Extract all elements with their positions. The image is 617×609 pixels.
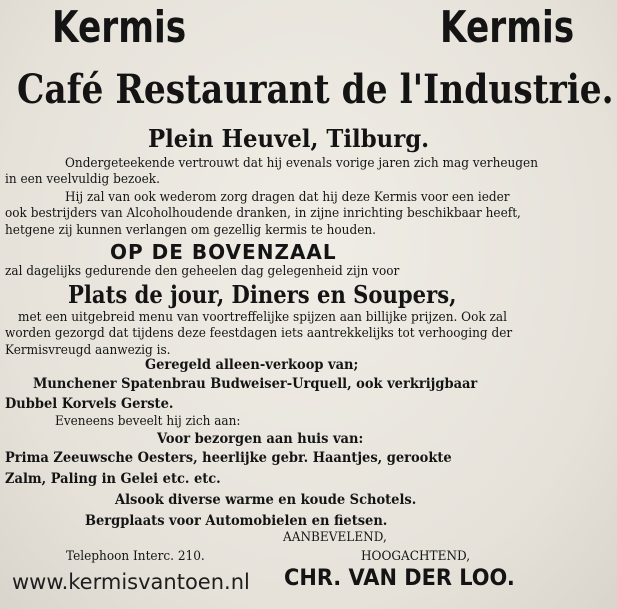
huis-line-4: Bergplaats voor Automobielen en fietsen. [85, 513, 388, 529]
intro-line-1: Ondergeteekende vertrouwt dat hij evenals vorige jaren zich mag verheugen [65, 156, 538, 171]
verkoop-line-1: Munchener Spatenbrau Budweiser-Urquell, ook verkrijgbaar [33, 376, 478, 392]
menu-line-2: worden gezorgd dat tijdens deze feestdagen iets aantrekkelijks tot verhooging der [5, 326, 513, 341]
hoogachtend-text: HOOGACHTEND, [361, 549, 471, 564]
intro-line-5: hetgene zij kunnen verlangen om gezellig kermis te houden. [5, 223, 376, 238]
verkoop-heading: Geregeld alleen-verkoop van; [145, 357, 359, 373]
kermis-heading-left: Kermis [52, 2, 187, 53]
aanbevelend-text: AANBEVELEND, [283, 530, 387, 545]
plats-heading: Plats de jour, Diners en Soupers, [68, 280, 457, 309]
verkoop-line-3: Eveneens beveelt hij zich aan: [55, 414, 241, 429]
location-heading: Plein Heuvel, Tilburg. [148, 124, 430, 153]
intro-line-2: in een veelvuldig bezoek. [5, 172, 160, 187]
kermis-heading-right: Kermis [440, 2, 575, 53]
huis-heading: Voor bezorgen aan huis van: [157, 431, 364, 447]
website-watermark: www.kermisvantoen.nl [12, 570, 250, 594]
intro-line-4: ook bestrijders van Alcoholhoudende dranken, in zijne inrichting beschikbaar heeft, [5, 206, 521, 221]
huis-line-2: Zalm, Paling in Gelei etc. etc. [5, 471, 221, 487]
huis-line-1: Prima Zeeuwsche Oesters, heerlijke gebr. Haantjes, gerookte [5, 450, 452, 466]
menu-line-1: met een uitgebreid menu van voortreffelijke spijzen aan billijke prijzen. Ook zal [18, 310, 507, 325]
cafe-title: Café Restaurant de l'Industrie. [17, 66, 614, 113]
intro-line-3: Hij zal van ook wederom zorg dragen dat hij deze Kermis voor een ieder [65, 190, 510, 205]
bovenzaal-line: zal dagelijks gedurende den geheelen dag gelegenheid zijn voor [5, 264, 400, 279]
telephoon-text: Telephoon Interc. 210. [66, 549, 205, 564]
menu-line-3: Kermisvreugd aanwezig is. [5, 343, 171, 358]
verkoop-line-2: Dubbel Korvels Gerste. [5, 396, 174, 412]
bovenzaal-heading: OP DE BOVENZAAL [110, 240, 337, 264]
huis-line-3: Alsook diverse warme en koude Schotels. [115, 492, 417, 508]
signature: CHR. VAN DER LOO. [284, 566, 515, 591]
